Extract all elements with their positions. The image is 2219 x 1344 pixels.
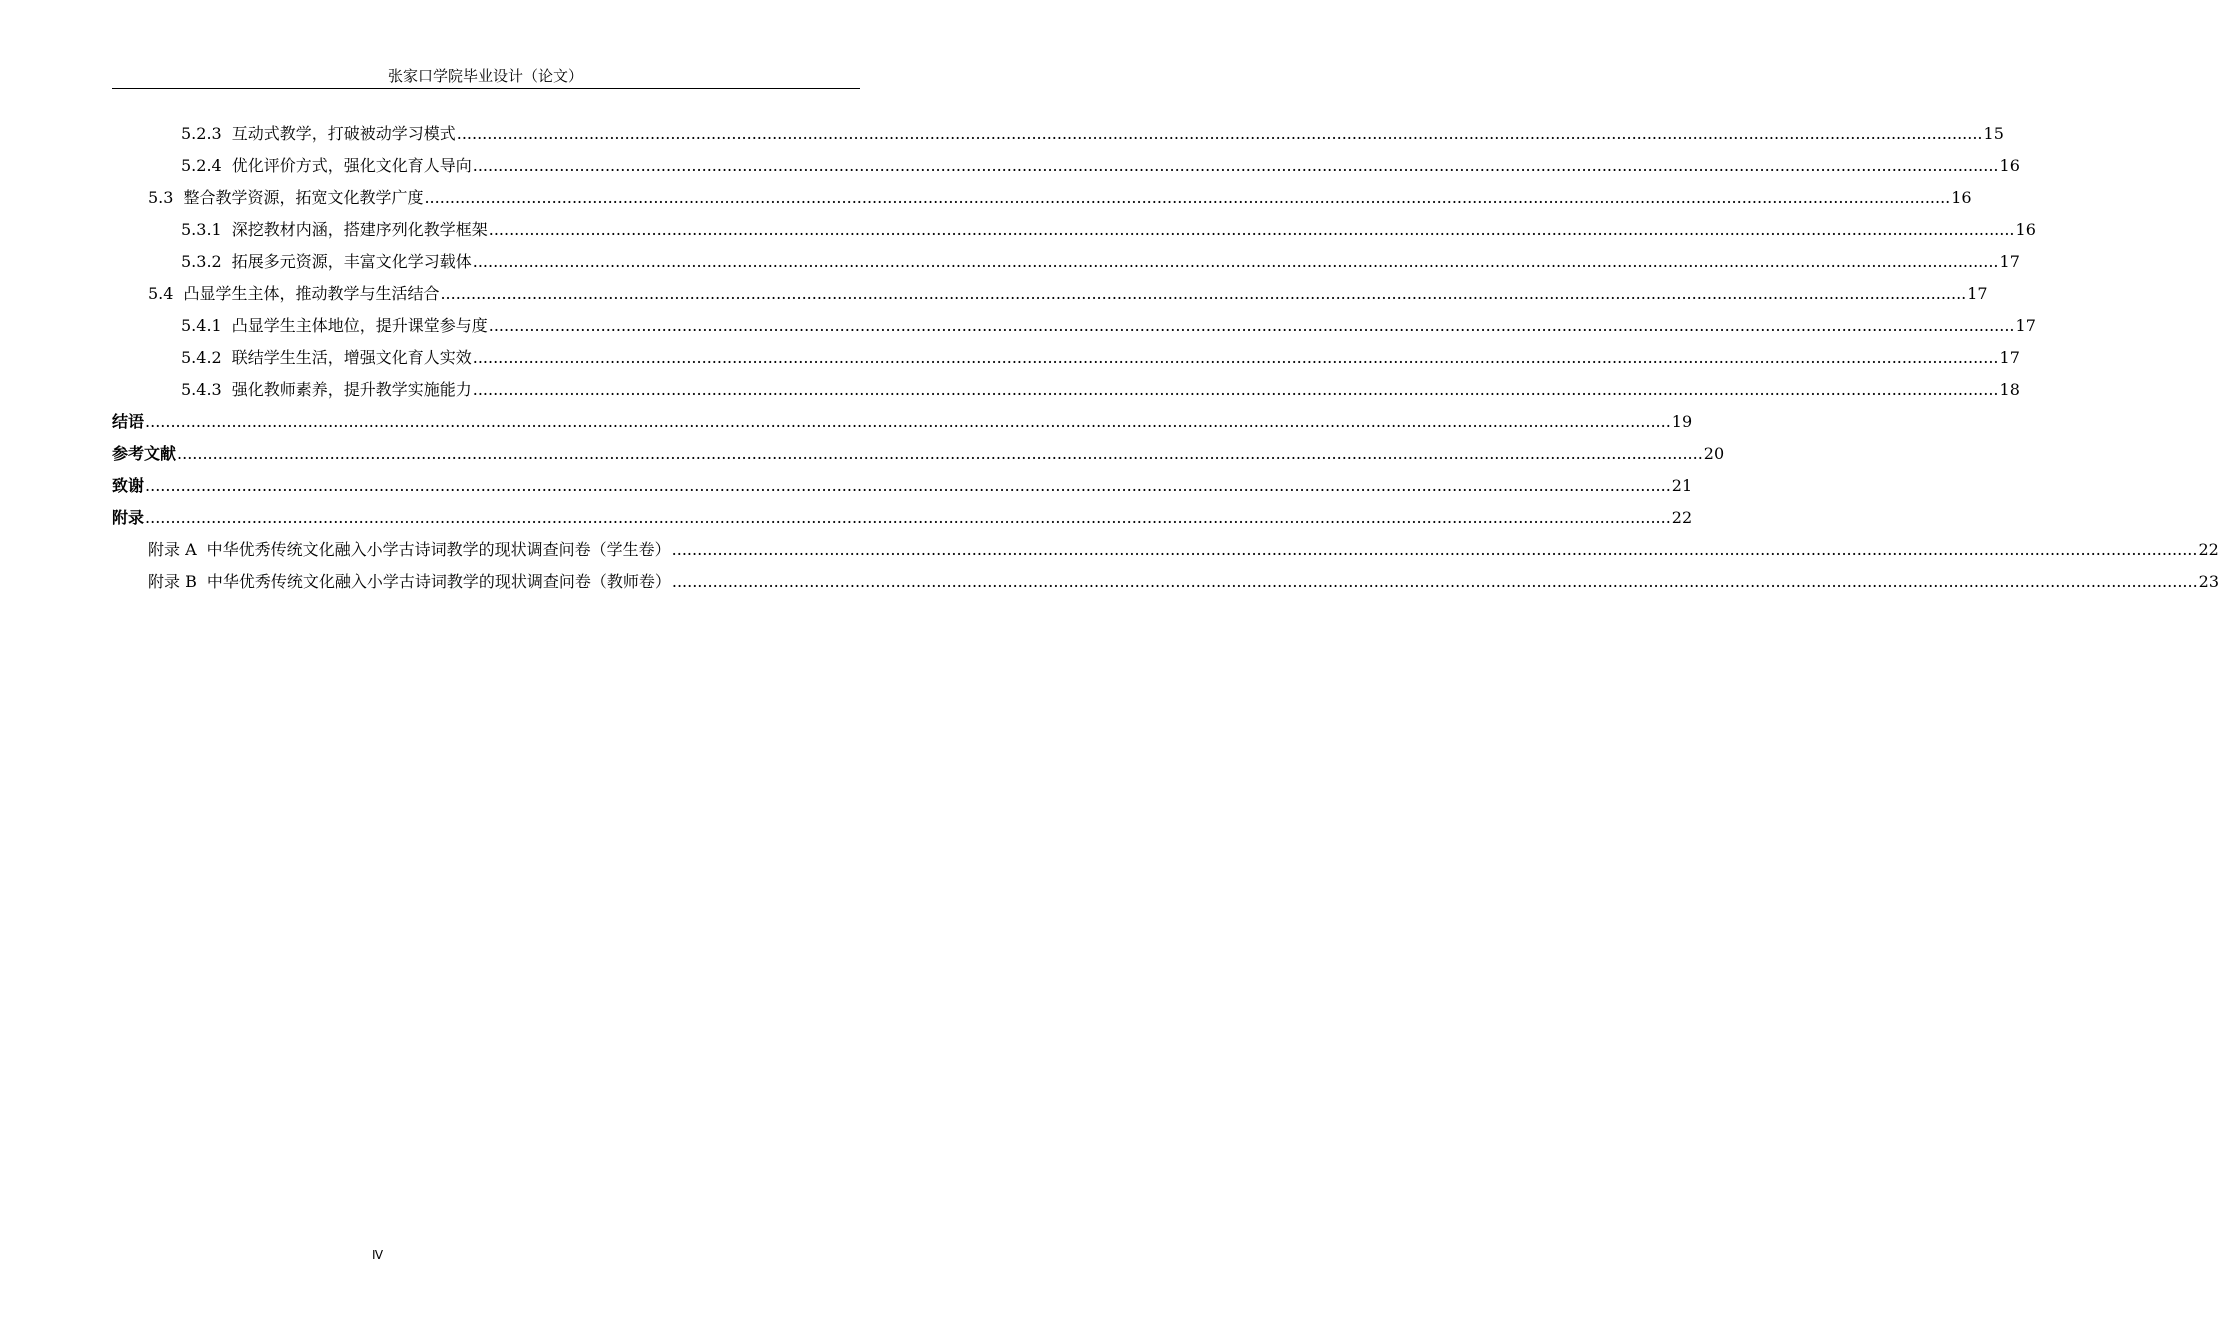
toc-entry-number: 5.4.2 <box>181 348 222 367</box>
page-number: Ⅳ <box>372 1248 384 1262</box>
toc-dot-leader: ............................................................................................................................................................................................................................................................................................................ <box>671 572 2198 591</box>
toc-entry-page: 22 <box>2198 540 2219 559</box>
toc-dot-leader: ............................................................................................................................................................................................................................................................................................................ <box>472 156 1999 175</box>
toc-entry-title: 参考文献 <box>112 444 177 463</box>
toc-entry-number: 5.4.1 <box>181 316 222 335</box>
toc-entry-page: 23 <box>2198 572 2219 591</box>
toc-entry[interactable] <box>112 406 1693 438</box>
toc-entry-page: 16 <box>1999 156 2020 175</box>
toc-entry-title: 结语 <box>112 412 145 431</box>
toc-dot-leader: ............................................................................................................................................................................................................................................................................................................ <box>145 476 1671 495</box>
toc-entry-title: 中华优秀传统文化融入小学古诗词教学的现状调查问卷（学生卷） <box>206 540 671 559</box>
toc-entry-page: 17 <box>2015 316 2036 335</box>
toc-entry-page: 18 <box>1999 380 2020 399</box>
toc-dot-leader: ............................................................................................................................................................................................................................................................................................................ <box>488 316 2015 335</box>
toc-entry[interactable] <box>112 470 1693 502</box>
toc-entry-number: 5.4.3 <box>181 380 222 399</box>
toc-entry-title: 凸显学生主体地位，提升课堂参与度 <box>231 316 488 335</box>
toc-dot-leader: ............................................................................................................................................................................................................................................................................................................ <box>472 348 1999 367</box>
toc-entry[interactable] <box>112 182 1972 214</box>
toc-entry[interactable] <box>112 246 2020 278</box>
toc-entry-page: 16 <box>2015 220 2036 239</box>
toc-entry-page: 17 <box>1967 284 1988 303</box>
toc-entry-number: 5.2.3 <box>181 124 222 143</box>
toc-dot-leader: ............................................................................................................................................................................................................................................................................................................ <box>440 284 1967 303</box>
toc-entry-page: 19 <box>1671 412 1693 431</box>
toc-entry-number: 5.2.4 <box>181 156 222 175</box>
toc-entry-number: 5.4 <box>148 284 174 303</box>
toc-dot-leader: ............................................................................................................................................................................................................................................................................................................ <box>424 188 1951 207</box>
toc-dot-leader: ............................................................................................................................................................................................................................................................................................................ <box>488 220 2015 239</box>
toc-entry-page: 16 <box>1951 188 1972 207</box>
toc-entry-page: 21 <box>1671 476 1693 495</box>
toc-entry[interactable] <box>112 310 2036 342</box>
header-rule <box>112 88 860 89</box>
toc-entry-number: 5.3.1 <box>181 220 222 239</box>
toc-entry-title: 互动式教学，打破被动学习模式 <box>231 124 456 143</box>
toc-entry[interactable] <box>112 342 2020 374</box>
toc-entry-number: 附录 B <box>148 572 197 591</box>
toc-entry-page: 17 <box>1999 252 2020 271</box>
toc-dot-leader: ............................................................................................................................................................................................................................................................................................................ <box>177 444 1703 463</box>
toc-entry[interactable] <box>112 278 1988 310</box>
table-of-contents <box>112 118 2219 598</box>
toc-entry-title: 拓展多元资源，丰富文化学习载体 <box>231 252 472 271</box>
toc-entry-title: 凸显学生主体，推动教学与生活结合 <box>183 284 440 303</box>
toc-entry[interactable] <box>112 118 2004 150</box>
toc-entry[interactable] <box>112 150 2020 182</box>
toc-entry[interactable] <box>112 566 2219 598</box>
toc-dot-leader: ............................................................................................................................................................................................................................................................................................................ <box>145 508 1671 527</box>
toc-entry-title: 优化评价方式，强化文化育人导向 <box>231 156 472 175</box>
toc-entry-page: 15 <box>1983 124 2004 143</box>
toc-entry-number: 5.3.2 <box>181 252 222 271</box>
toc-dot-leader: ............................................................................................................................................................................................................................................................................................................ <box>472 380 1999 399</box>
toc-dot-leader: ............................................................................................................................................................................................................................................................................................................ <box>145 412 1671 431</box>
toc-entry[interactable] <box>112 214 2036 246</box>
toc-entry-title: 强化教师素养，提升教学实施能力 <box>231 380 472 399</box>
toc-entry[interactable] <box>112 534 2219 566</box>
toc-entry[interactable] <box>112 374 2020 406</box>
toc-entry-page: 20 <box>1703 444 1725 463</box>
toc-entry-page: 22 <box>1671 508 1693 527</box>
toc-entry-number: 5.3 <box>148 188 174 207</box>
toc-entry[interactable] <box>112 438 1725 470</box>
toc-dot-leader: ............................................................................................................................................................................................................................................................................................................ <box>671 540 2198 559</box>
page-header: 张家口学院毕业设计（论文） <box>387 67 583 85</box>
toc-entry[interactable] <box>112 502 1693 534</box>
toc-entry-page: 17 <box>1999 348 2020 367</box>
toc-entry-title: 深挖教材内涵，搭建序列化教学框架 <box>231 220 488 239</box>
toc-entry-title: 整合教学资源，拓宽文化教学广度 <box>183 188 424 207</box>
toc-entry-title: 联结学生生活，增强文化育人实效 <box>231 348 472 367</box>
toc-entry-number: 附录 A <box>148 540 197 559</box>
toc-entry-title: 中华优秀传统文化融入小学古诗词教学的现状调查问卷（教师卷） <box>206 572 671 591</box>
toc-entry-title: 致谢 <box>112 476 145 495</box>
toc-dot-leader: ............................................................................................................................................................................................................................................................................................................ <box>456 124 1983 143</box>
toc-dot-leader: ............................................................................................................................................................................................................................................................................................................ <box>472 252 1999 271</box>
toc-entry-title: 附录 <box>112 508 145 527</box>
